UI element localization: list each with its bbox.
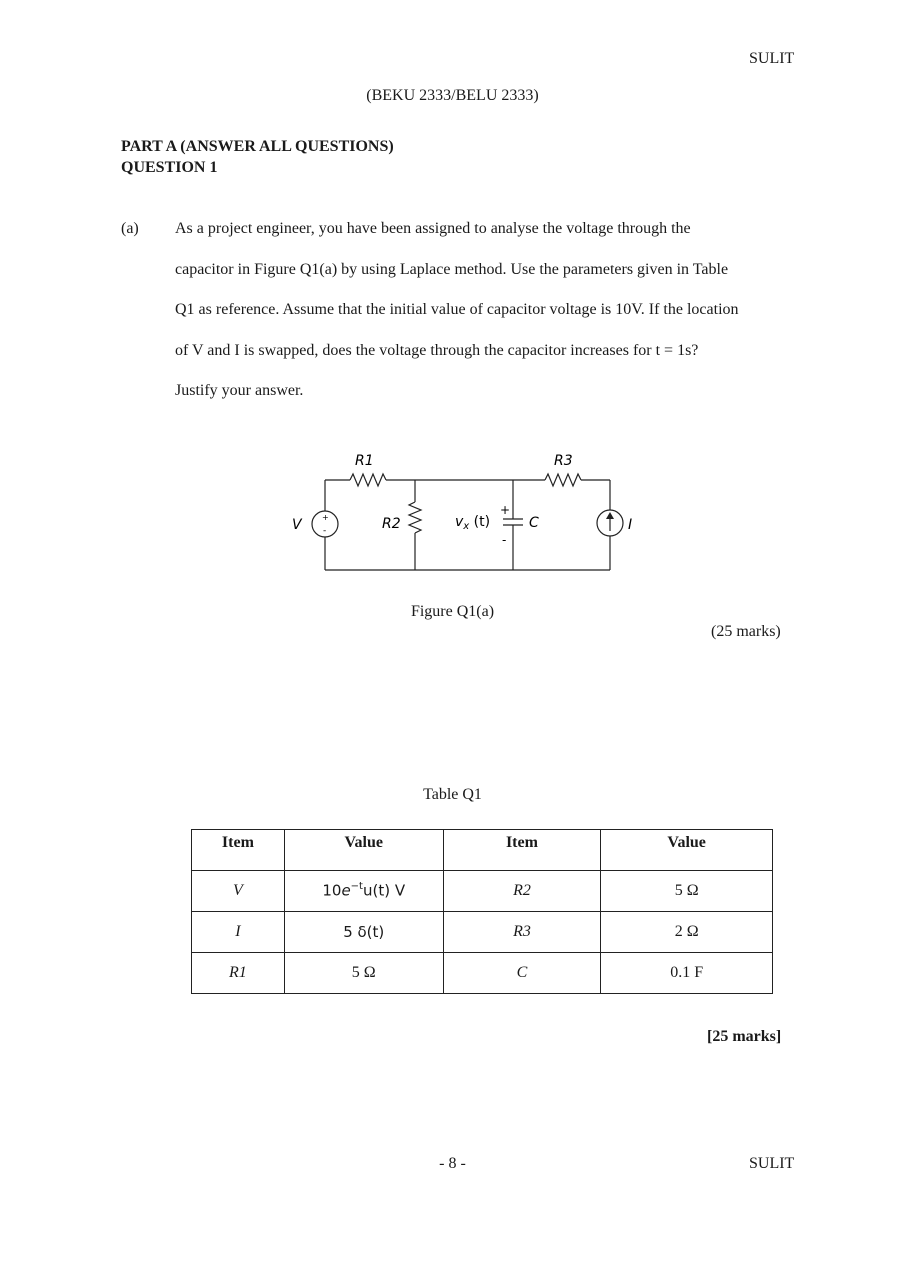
table-cell: 5 δ(t) [284,912,443,953]
figure-caption: Figure Q1(a) [410,603,495,620]
exp-e: e [341,881,351,900]
table-cell: 0.1 F [601,953,773,994]
cap-minus: - [502,533,507,547]
question-line: Justify your answer. [175,382,304,399]
table-caption: Table Q1 [423,786,482,803]
part-heading: PART A (ANSWER ALL QUESTIONS) [121,138,394,155]
c-label: C [529,515,539,531]
source-plus: + [322,513,329,522]
header-cell: Value [601,830,773,871]
header-cell: Item [192,830,285,871]
exp-number: 10 [322,881,342,900]
exp-power: −t [350,881,363,893]
table-cell: R3 [443,912,601,953]
question-marks: (25 marks) [711,623,781,640]
table-cell: I [192,912,285,953]
source-minus: - [323,526,327,536]
exp-tail: u(t) V [362,881,406,900]
table-cell: V [192,871,285,912]
table-cell: R2 [443,871,601,912]
header-cell: Item [443,830,601,871]
question-line: As a project engineer, you have been assigned to analyse the voltage through the [175,220,691,237]
v-label: V [292,517,302,533]
question-text [175,209,788,412]
table-cell: 2 Ω [601,912,773,953]
course-code: (BEKU 2333/BELU 2333) [366,87,539,104]
table-row [192,871,773,912]
table-cell [284,871,443,912]
table-cell: 5 Ω [284,953,443,994]
table-cell: R1 [192,953,285,994]
table-cell: 5 Ω [601,871,773,912]
vx-label: $v_x$ (t) [455,514,491,532]
total-marks: [25 marks] [707,1028,782,1045]
sulit-bottom: SULIT [749,1155,795,1172]
cap-plus: + [500,503,511,517]
question-heading: QUESTION 1 [121,159,218,176]
sulit-top: SULIT [749,50,795,67]
r1-label: R1 [355,453,374,469]
i-label: I [628,517,633,533]
page-number: - 8 - [439,1155,466,1172]
table-header-row [192,830,773,871]
header-cell: Value [284,830,443,871]
table-row [192,953,773,994]
circuit-diagram [270,440,650,585]
r2-resistor [409,502,421,533]
r3-label: R3 [554,453,573,469]
r2-label: R2 [382,516,401,532]
table-row [192,912,773,953]
question-line: Q1 as reference. Assume that the initial value of capacitor voltage is 10V. If the location [175,301,739,318]
table-cell: C [443,953,601,994]
r3-resistor [545,474,581,486]
current-arrow-icon [606,512,614,519]
question-line: of V and I is swapped, does the voltage through the capacitor increases for t = 1s? [175,341,699,359]
parameters-table [191,829,773,994]
r1-resistor [350,474,386,486]
question-label: (a) [121,220,139,237]
question-line: capacitor in Figure Q1(a) by using Laplace method. Use the parameters given in Table [175,260,729,278]
